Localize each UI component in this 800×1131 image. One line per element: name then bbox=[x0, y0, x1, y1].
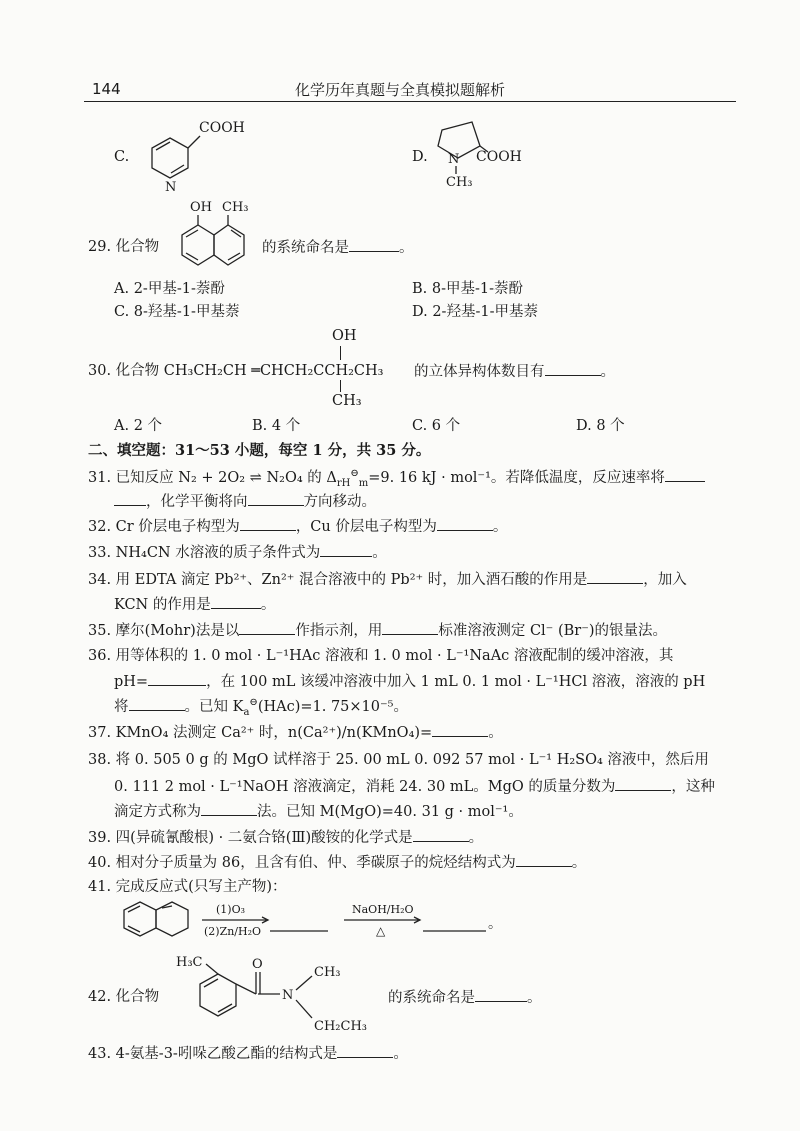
q36-line2: pH= ，在 100 mL 该缓冲溶液中加入 1 mL 0. 1 mol · L⁻¹HCl 溶液，溶液的 pH bbox=[114, 671, 705, 692]
q42-stem: 的系统命名是 。 bbox=[388, 987, 542, 1008]
q38-line1: 38. 将 0. 505 0 g 的 MgO 试样溶于 25. 00 mL 0. 092 57 mol · L⁻¹ H₂SO₄ 溶液中，然后用 bbox=[88, 752, 709, 768]
q29-option-c: C. 8-羟基-1-甲基萘 bbox=[114, 304, 240, 320]
q42-ethyl: CH₂CH₃ bbox=[314, 1019, 367, 1034]
q28-option-c-label: C. bbox=[114, 149, 130, 165]
q29-number: 29. 化合物 bbox=[88, 239, 160, 255]
q34-line2: KCN 的作用是 。 bbox=[114, 594, 275, 615]
q29-stem: 的系统命名是 。 bbox=[262, 237, 414, 258]
q28-c-cooh: COOH bbox=[199, 120, 245, 136]
q41-stem: 41. 完成反应式(只写主产物)： bbox=[88, 879, 287, 895]
q29-option-a: A. 2-甲基-1-萘酚 bbox=[114, 281, 225, 297]
q30-formula: 30. 化合物 CH₃CH₂CH ═CHCH₂CCH₂CH₃ bbox=[88, 363, 384, 379]
q40: 40. 相对分子质量为 86，且含有伯、仲、季碳原子的烷烃结构式为 。 bbox=[88, 852, 586, 873]
q31-line1: 31. 已知反应 N₂ + 2O₂ ⇌ N₂O₄ 的 $\Delta_{rH}^⊖_m=9$. 16 kJ · mol⁻¹。若降低温度，反应速率将 bbox=[88, 467, 705, 488]
q28-option-d-label: D. bbox=[412, 149, 428, 165]
q41-end: 。 bbox=[488, 916, 502, 932]
q37: 37. KMnO₄ 法测定 Ca²⁺ 时，n(Ca²⁺)/n(KMnO₄)= 。 bbox=[88, 722, 503, 743]
q28-c-n: N bbox=[165, 180, 177, 195]
q29-oh: OH bbox=[190, 200, 212, 215]
q28-d-cooh: COOH bbox=[476, 149, 522, 165]
q41-reagent-3: NaOH/H₂O bbox=[352, 903, 414, 916]
q36-line1: 36. 用等体积的 1. 0 mol · L⁻¹HAc 溶液和 1. 0 mol · L⁻¹NaAc 溶液配制的缓冲溶液，其 bbox=[88, 648, 674, 664]
section-heading: 二、填空题：31～53 小题，每空 1 分，共 35 分。 bbox=[88, 442, 431, 459]
q33: 33. NH₄CN 水溶液的质子条件式为 。 bbox=[88, 542, 387, 563]
q42-ch3: CH₃ bbox=[314, 965, 341, 980]
q32: 32. Cr 价层电子构型为 ，Cu 价层电子构型为 。 bbox=[88, 516, 507, 537]
q28-option-d-structure bbox=[428, 108, 568, 198]
q39: 39. 四(异硫氰酸根) · 二氨合铬(Ⅲ)酸铵的化学式是 。 bbox=[88, 827, 483, 848]
q30-option-b: B. 4 个 bbox=[252, 418, 301, 434]
q29-option-d: D. 2-羟基-1-甲基萘 bbox=[412, 304, 538, 320]
q29-option-b: B. 8-甲基-1-萘酚 bbox=[412, 281, 524, 297]
q42-h3c: H₃C bbox=[176, 955, 203, 970]
q28-option-c-structure bbox=[130, 110, 270, 200]
q38-line2: 0. 111 2 mol · L⁻¹NaOH 溶液滴定，消耗 24. 30 mL。MgO 的质量分数为 ，这种 bbox=[114, 776, 715, 797]
q30-bond-up bbox=[340, 346, 341, 360]
page-number: 144 bbox=[92, 80, 121, 98]
q43: 43. 4-氨基-3-吲哚乙酸乙酯的结构式是 。 bbox=[88, 1043, 408, 1064]
q35: 35. 摩尔(Mohr)法是以 作指示剂，用 标准溶液测定 Cl⁻ (Br⁻)的银量法。 bbox=[88, 620, 667, 641]
q30-oh: OH bbox=[332, 328, 357, 344]
q30-option-d: D. 8 个 bbox=[576, 418, 625, 434]
q31-line2: ，化学平衡将向 方向移动。 bbox=[114, 491, 376, 512]
q42-amide-structure bbox=[172, 948, 382, 1038]
q42-o: O bbox=[252, 957, 263, 972]
q38-line3: 滴定方式称为 法。已知 M(MgO)=40. 31 g · mol⁻¹。 bbox=[114, 801, 523, 822]
q30-stem: 的立体异构体数目有 。 bbox=[414, 361, 615, 382]
q41-heat: △ bbox=[376, 924, 386, 938]
q36-line3: 将 。已知 $K_a^⊖(HAc)=1$. 75×10⁻⁵。 bbox=[114, 697, 408, 718]
q28-d-n: N bbox=[448, 152, 460, 167]
q41-reagent-2: (2)Zn/H₂O bbox=[204, 925, 262, 938]
q30-option-a: A. 2 个 bbox=[114, 418, 163, 434]
q42-number: 42. 化合物 bbox=[88, 989, 160, 1005]
running-title: 化学历年真题与全真模拟题解析 bbox=[294, 81, 505, 99]
q34-line1: 34. 用 EDTA 滴定 Pb²⁺、Zn²⁺ 混合溶液中的 Pb²⁺ 时，加入酒石酸的作用是 ，加入 bbox=[88, 569, 687, 590]
q42-n: N bbox=[282, 988, 294, 1003]
header-rule bbox=[84, 101, 736, 102]
q41-reaction-scheme bbox=[118, 896, 518, 946]
q41-reagent-1: (1)O₃ bbox=[216, 903, 246, 916]
q30-option-c: C. 6 个 bbox=[412, 418, 461, 434]
q30-ch3: CH₃ bbox=[332, 393, 362, 409]
q28-d-ch3: CH₃ bbox=[446, 175, 473, 190]
q29-naphthalene-structure bbox=[170, 193, 260, 275]
q29-ch3: CH₃ bbox=[222, 200, 249, 215]
